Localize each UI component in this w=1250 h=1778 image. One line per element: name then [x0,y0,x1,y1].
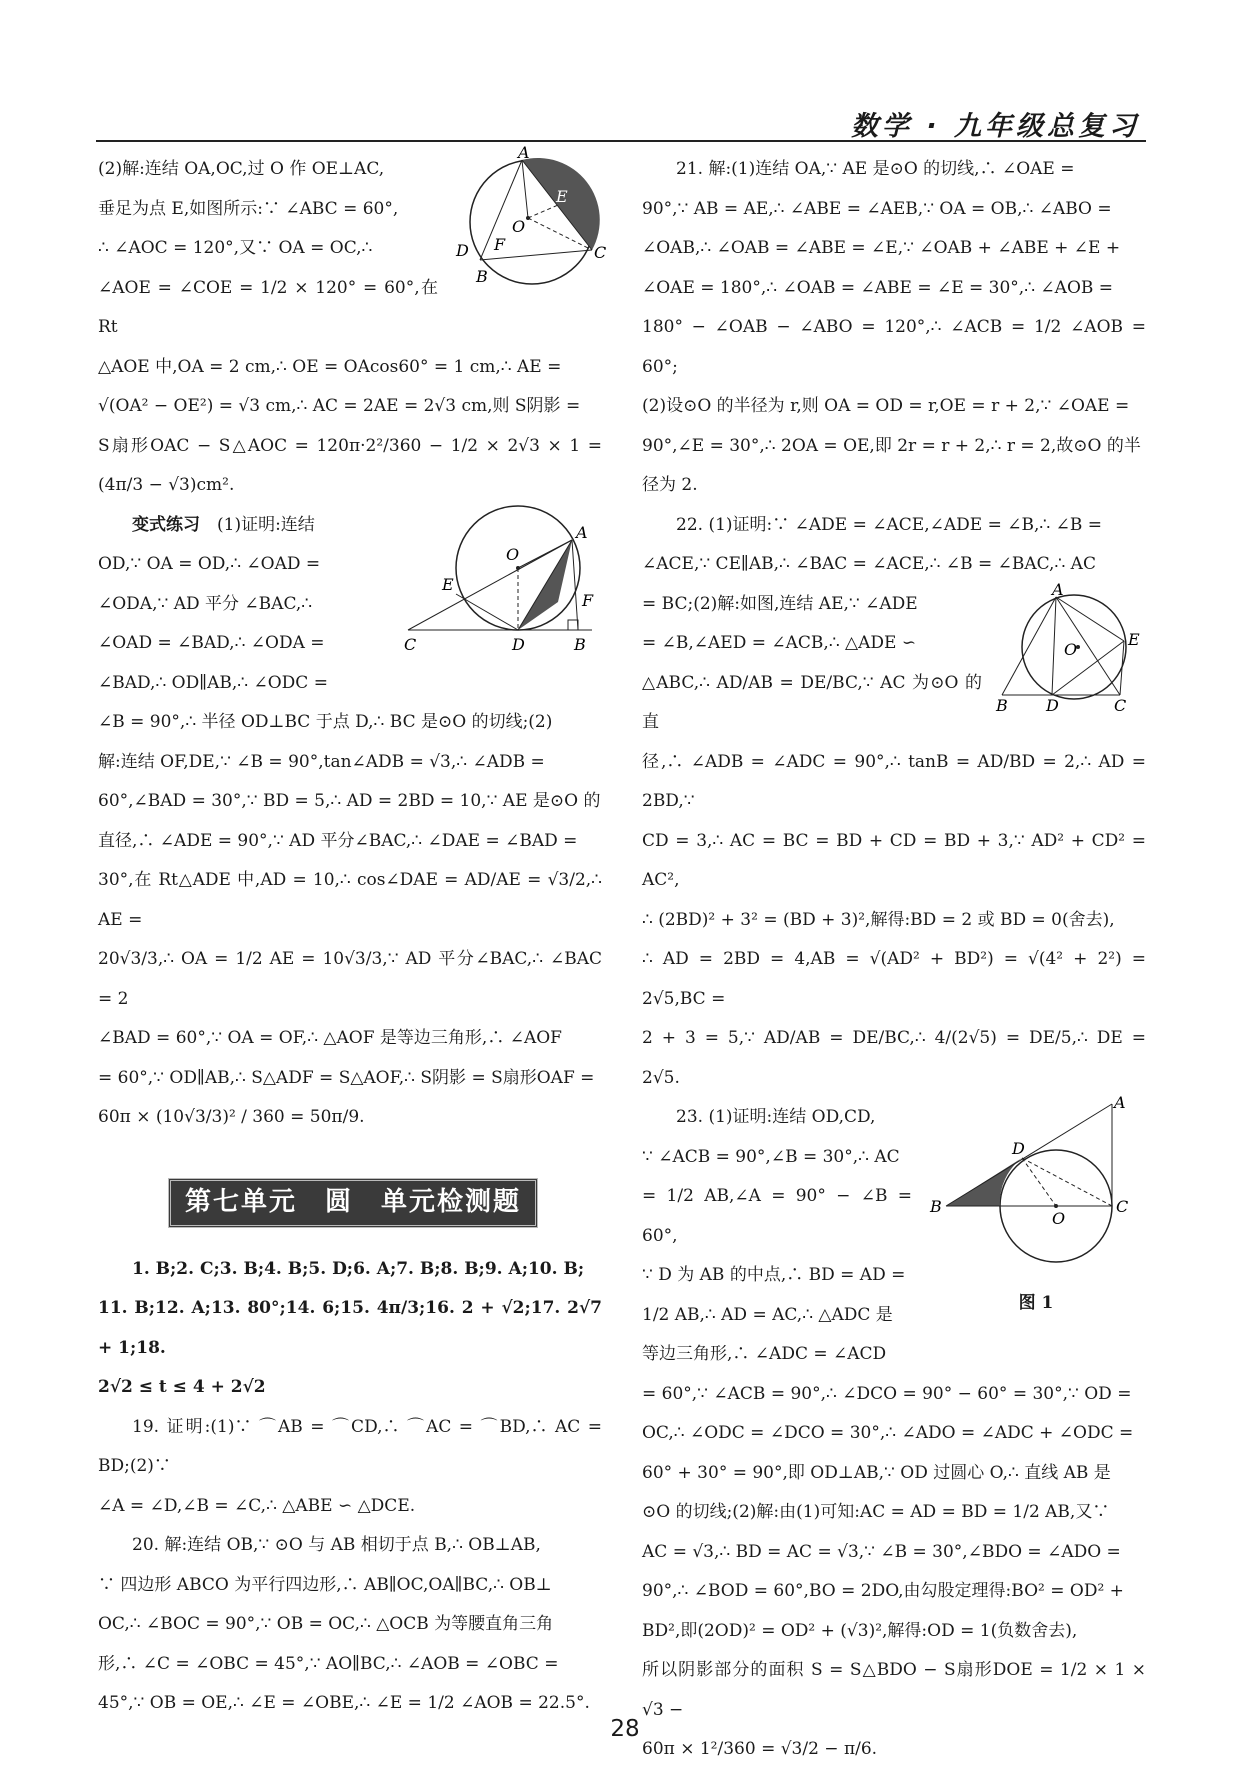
figure-1-caption: 图 1 [1018,1292,1054,1313]
q22-line8: ∴ (2BD)² + 3² = (BD + 3)²,解得:BD = 2 或 BD = 0(舍去), [642,909,1115,930]
page-number: 28 [610,1716,640,1742]
variant-practice-label: 变式练习 [132,514,200,535]
variant-line5: ∠BAD,∴ OD∥AB,∴ ∠ODC = [98,672,328,693]
q21-line7: 90°,∠E = 30°,∴ 2OA = OE,即 2r = r + 2,∴ r = 2,故⊙O 的半 [642,435,1141,456]
q20-line5: 45°,∵ OB = OE,∴ ∠E = ∠OBE,∴ ∠E = 1/2 ∠AOB = 22.5°. [98,1693,590,1713]
fig1-label-f: F [494,235,506,254]
q23-line2: ∵ ∠ACB = 90°,∠B = 30°,∴ AC [642,1146,900,1167]
q22-line6: 径,∴ ∠ADB = ∠ADC = 90°,∴ tanB = AD/BD = 2,∴ AD = 2BD,∵ [642,751,1146,811]
q22-line10: 2 + 3 = 5,∵ AD/AB = DE/BC,∴ 4/(2√5) = DE/5,∴ DE = 2√5. [642,1028,1146,1088]
solution-part2-line6: √(OA² − OE²) = √3 cm,∴ AC = 2AE = 2√3 cm,则 S阴影 = [98,396,581,416]
answers-line1: 1. B;2. C;3. B;4. B;5. D;6. A;7. B;8. B;9. A;10. B; [132,1258,585,1279]
fig2-label-e: E [442,574,454,594]
q23-line4: ∵ D 为 AB 的中点,∴ BD = AD = [642,1265,906,1285]
fig4-label-o: O [1052,1209,1066,1228]
variant-line9: 直径,∴ ∠ADE = 90°,∵ AD 平分∠BAC,∴ ∠DAE = ∠BAD = [98,830,578,851]
q22-line4: = ∠B,∠AED = ∠ACB,∴ △ADE ∽ [642,633,917,653]
q22-line9: ∴ AD = 2BD = 4,AB = √(AD² + BD²) = √(4² + 2²) = 2√5,BC = [642,949,1146,1009]
fig4-label-d: D [1012,1139,1025,1158]
fig2-label-a: A [576,522,588,542]
fig3-label-e: E [1128,629,1140,649]
fig3-label-c: C [1114,695,1127,715]
q23-line7: = 60°,∵ ∠ACB = 90°,∴ ∠DCO = 90° − 60° = 30°,∵ OD = [642,1383,1132,1404]
solution-part2-line2: 垂足为点 E,如图所示:∵ ∠ABC = 60°, [98,198,399,219]
solution-part2-line1: (2)解:连结 OA,OC,过 O 作 OE⊥AC, [98,159,385,179]
q21-line3: ∠OAB,∴ ∠OAB = ∠ABE = ∠E,∵ ∠OAB + ∠ABE + ∠E + [642,238,1121,258]
figure-tangent-bc [402,506,602,656]
solution-part2-line3: ∴ ∠AOC = 120°,又∵ OA = OC,∴ [98,238,373,258]
unit-banner: 第七单元 圆 单元检测题 [168,1178,538,1228]
q23-line8: OC,∴ ∠ODC = ∠DCO = 30°,∴ ∠ADO = ∠ADC + ∠ODC = [642,1423,1134,1443]
fig4-label-b: B [930,1197,942,1216]
fig1-label-a: A [518,143,530,162]
fig1-label-o: O [512,217,526,236]
variant-line4: ∠OAD = ∠BAD,∴ ∠ODA = [98,633,325,653]
fig4-label-a: A [1114,1093,1126,1112]
fig3-label-a: A [1052,579,1064,599]
fig3-label-b: B [996,695,1008,715]
right-column [642,150,1146,1770]
q21-line6: (2)设⊙O 的半径为 r,则 OA = OD = r,OE = r + 2,∵ ∠OAE = [642,396,1130,416]
q23-line10: ⊙O 的切线;(2)解:由(1)可知:AC = AD = BD = 1/2 AB,又∵ [642,1502,1110,1522]
q23-line9: 60° + 30° = 90°,即 OD⊥AB,∵ OD 过圆心 O,∴ 直线 AB 是 [642,1462,1111,1483]
variant-line8: 60°,∠BAD = 30°,∵ BD = 5,∴ AD = 2BD = 10,∵ AE 是⊙O 的 [98,791,601,811]
page-header [96,96,1146,142]
q23-line13: BD²,即(2OD)² = OD² + (√3)²,解得:OD = 1(负数舍去), [642,1620,1078,1641]
fig1-label-d: D [456,241,469,260]
fig2-label-b: B [574,634,586,654]
answers-line3: 2√2 ≤ t ≤ 4 + 2√2 [98,1377,266,1397]
fig2-label-d: D [512,634,525,654]
q20-line3: OC,∴ ∠BOC = 90°,∵ OB = OC,∴ △OCB 为等腰直角三角 [98,1614,554,1634]
solution-part2-line7: S扇形OAC − S△AOC = 120π·2²/360 − 1/2 × 2√3 × 1 = (4π/3 − √3)cm². [98,435,602,495]
figure-circle-aoc [452,143,607,290]
fig2-label-o: O [506,544,520,564]
q23-line14: 所以阴影部分的面积 S = S△BDO − S扇形DOE = 1/2 × 1 × √3 − [642,1660,1146,1720]
q20-line4: 形,∴ ∠C = ∠OBC = 45°,∵ AO∥BC,∴ ∠AOB = ∠OBC = [98,1653,559,1674]
figure-triangle-abc [996,579,1146,715]
variant-line10: 30°,在 Rt△ADE 中,AD = 10,∴ cos∠DAE = AD/AE = √3/2,∴ AE = [98,870,602,930]
fig1-label-c: C [594,243,607,262]
q22-line7: CD = 3,∴ AC = BC = BD + CD = BD + 3,∵ AD² + CD² = AC², [642,830,1146,890]
q22-line3: = BC;(2)解:如图,连结 AE,∵ ∠ADE [642,593,918,614]
q21-line2: 90°,∵ AB = AE,∴ ∠ABE = ∠AEB,∵ OA = OB,∴ ∠ABO = [642,198,1112,219]
q23-line5: 1/2 AB,∴ AD = AC,∴ △ADC 是 [642,1304,893,1325]
q20-line1: 20. 解:连结 OB,∵ ⊙O 与 AB 相切于点 B,∴ OB⊥AB, [132,1535,541,1555]
variant-line13: = 60°,∵ OD∥AB,∴ S△ADF = S△AOF,∴ S阴影 = S扇形OAF = [98,1067,595,1088]
q23-line12: 90°,∴ ∠BOD = 60°,BO = 2DO,由勾股定理得:BO² = OD² + [642,1581,1124,1601]
q20-line2: ∵ 四边形 ABCO 为平行四边形,∴ AB∥OC,OA∥BC,∴ OB⊥ [98,1574,552,1595]
header-title: 数学 · 九年级总复习 [850,111,1140,142]
q21-line5: 180° − ∠OAB − ∠ABO = 120°,∴ ∠ACB = 1/2 ∠AOB = 60°; [642,317,1146,377]
variant-line12: ∠BAD = 60°,∵ OA = OF,∴ △AOF 是等边三角形,∴ ∠AOF [98,1028,562,1048]
q23-line3: = 1/2 AB,∠A = 90° − ∠B = 60°, [642,1186,912,1246]
figure-1-block [926,1093,1146,1323]
figure-tangent-ab [926,1093,1146,1268]
variant-line14: 60π × (10√3/3)² / 360 = 50π/9. [98,1107,365,1127]
variant-practice-text1: (1)证明:连结 [217,514,315,535]
left-column [98,143,607,1724]
variant-line3: ∠ODA,∵ AD 平分 ∠BAC,∴ [98,593,313,614]
q23-line15: 60π × 1²/360 = √3/2 − π/6. [642,1739,878,1759]
q19-line1: 19. 证明:(1)∵ ⌒AB = ⌒CD,∴ ⌒AC = ⌒BD,∴ AC = BD;(2)∵ [98,1416,602,1476]
q21-line1: 21. 解:(1)连结 OA,∵ AE 是⊙O 的切线,∴ ∠OAE = [676,159,1075,179]
q23-line11: AC = √3,∴ BD = AC = √3,∵ ∠B = 30°,∠BDO = ∠ADO = [642,1541,1121,1562]
variant-line6: ∠B = 90°,∴ 半径 OD⊥BC 于点 D,∴ BC 是⊙O 的切线;(2) [98,712,553,732]
q21-line8: 径为 2. [642,475,698,495]
q22-line2: ∠ACE,∵ CE∥AB,∴ ∠BAC = ∠ACE,∴ ∠B = ∠BAC,∴ AC [642,554,1096,574]
variant-line11: 20√3/3,∴ OA = 1/2 AE = 10√3/3,∵ AD 平分∠BAC,∴ ∠BAC = 2 [98,949,602,1009]
q19-line2: ∠A = ∠D,∠B = ∠C,∴ △ABE ∽ △DCE. [98,1495,416,1516]
variant-line2: OD,∵ OA = OD,∴ ∠OAD = [98,554,321,574]
fig1-label-b: B [476,267,488,286]
solution-part2-line4: ∠AOE = ∠COE = 1/2 × 120° = 60°,在 Rt [98,277,438,337]
fig3-label-d: D [1046,695,1059,715]
q23-line1: 23. (1)证明:连结 OD,CD, [676,1107,876,1127]
fig1-label-e: E [556,187,568,206]
variant-line7: 解:连结 OF,DE,∵ ∠B = 90°,tan∠ADB = √3,∴ ∠ADB = [98,751,545,772]
fig2-label-f: F [582,590,594,610]
q22-line1: 22. (1)证明:∵ ∠ADE = ∠ACE,∠ADE = ∠B,∴ ∠B = [676,514,1102,535]
answers-line2: 11. B;12. A;13. 80°;14. 6;15. 4π/3;16. 2 + √2;17. 2√7 + 1;18. [98,1298,602,1358]
fig4-label-c: C [1116,1197,1129,1216]
q22-line5: △ABC,∴ AD/AB = DE/BC,∵ AC 为⊙O 的直 [642,672,982,732]
solution-part2-line5: △AOE 中,OA = 2 cm,∴ OE = OAcos60° = 1 cm,∴ AE = [98,356,562,377]
q23-line6: 等边三角形,∴ ∠ADC = ∠ACD [642,1344,887,1364]
fig3-label-o: O [1064,639,1078,659]
q21-line4: ∠OAE = 180°,∴ ∠OAB = ∠ABE = ∠E = 30°,∴ ∠AOB = [642,277,1114,298]
fig2-label-c: C [404,634,417,654]
